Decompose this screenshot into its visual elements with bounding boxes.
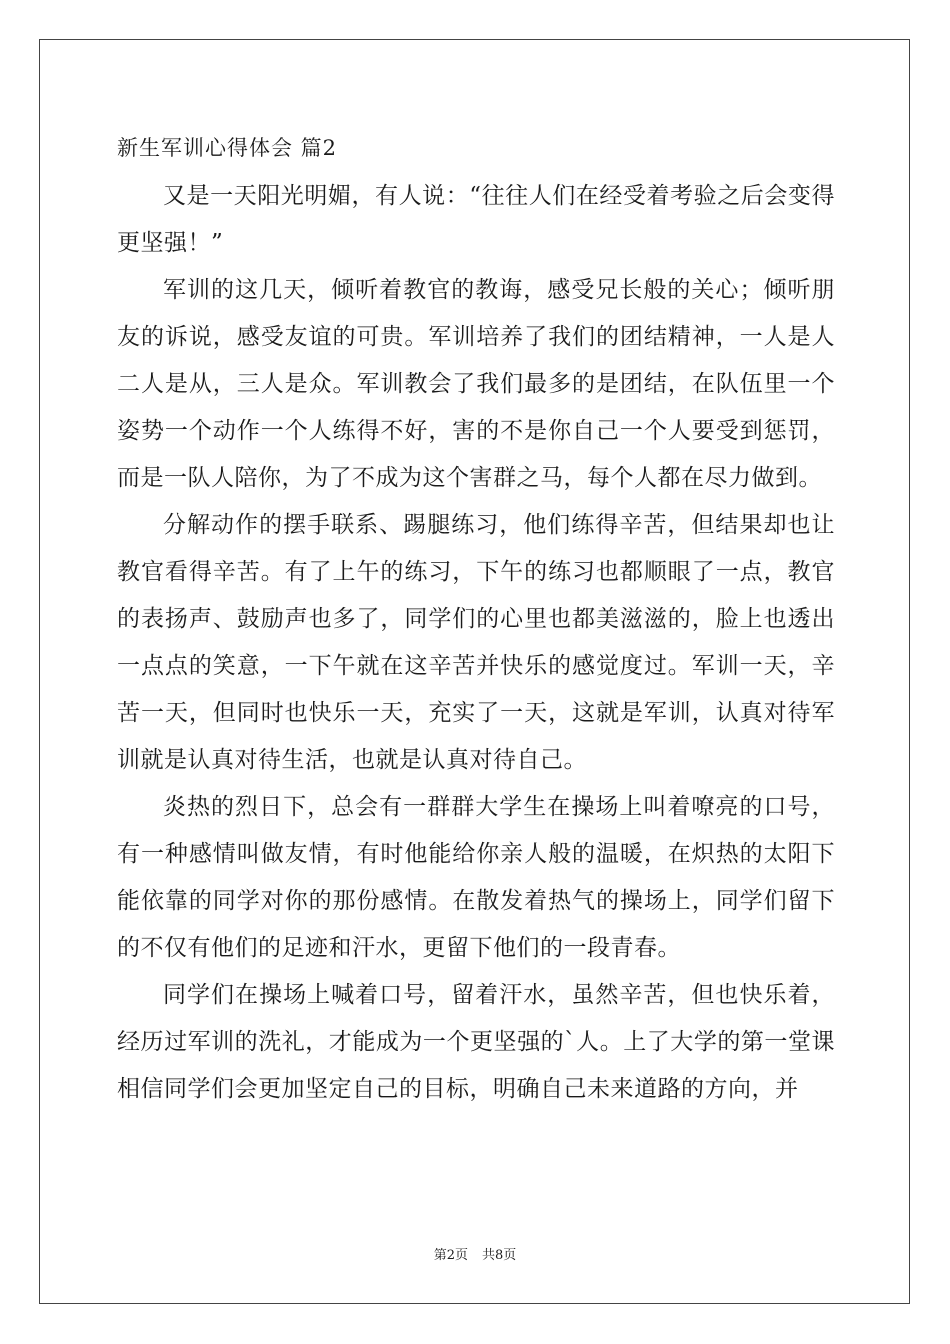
paragraph: 同学们在操场上喊着口号，留着汗水，虽然辛苦，但也快乐着，经历过军训的洗礼，才能成为一个更坚强的`人。上了大学的第一堂课相信同学们会更加坚定自己的目标，明确自己未来道路的方向，并 <box>117 982 835 1102</box>
paragraph: 炎热的烈日下，总会有一群群大学生在操场上叫着嘹亮的口号，有一种感情叫做友情，有时他能给你亲人般的温暖，在炽热的太阳下能依靠的同学对你的那份感情。在散发着热气的操场上，同学们留下的不仅有他们的足迹和汗水，更留下他们的一段青春。 <box>117 794 835 961</box>
document-body <box>117 173 835 1113</box>
page-footer <box>0 1246 950 1266</box>
total-pages: 共8页 <box>482 1248 517 1263</box>
paragraph: 军训的这几天，倾听着教官的教诲，感受兄长般的关心；倾听朋友的诉说，感受友谊的可贵。军训培养了我们的团结精神，一人是人二人是从，三人是众。军训教会了我们最多的是团结，在队伍里一个姿势一个动作一个人练得不好，害的不是你自己一个人要受到惩罚，而是一队人陪你，为了不成为这个害群之马，每个人都在尽力做到。 <box>117 277 835 491</box>
paragraph: 又是一天阳光明媚，有人说：“往往人们在经受着考验之后会变得更坚强！” <box>117 183 835 256</box>
current-page-number: 第2页 <box>433 1248 468 1263</box>
paragraph: 分解动作的摆手联系、踢腿练习，他们练得辛苦，但结果却也让教官看得辛苦。有了上午的练习，下午的练习也都顺眼了一点，教官的表扬声、鼓励声也多了，同学们的心里也都美滋滋的，脸上也透出一点点的笑意，一下午就在这辛苦并快乐的感觉度过。军训一天，辛苦一天，但同时也快乐一天，充实了一天，这就是军训，认真对待军训就是认真对待生活，也就是认真对待自己。 <box>117 512 835 773</box>
document-title: 新生军训心得体会 篇2 <box>117 136 338 160</box>
